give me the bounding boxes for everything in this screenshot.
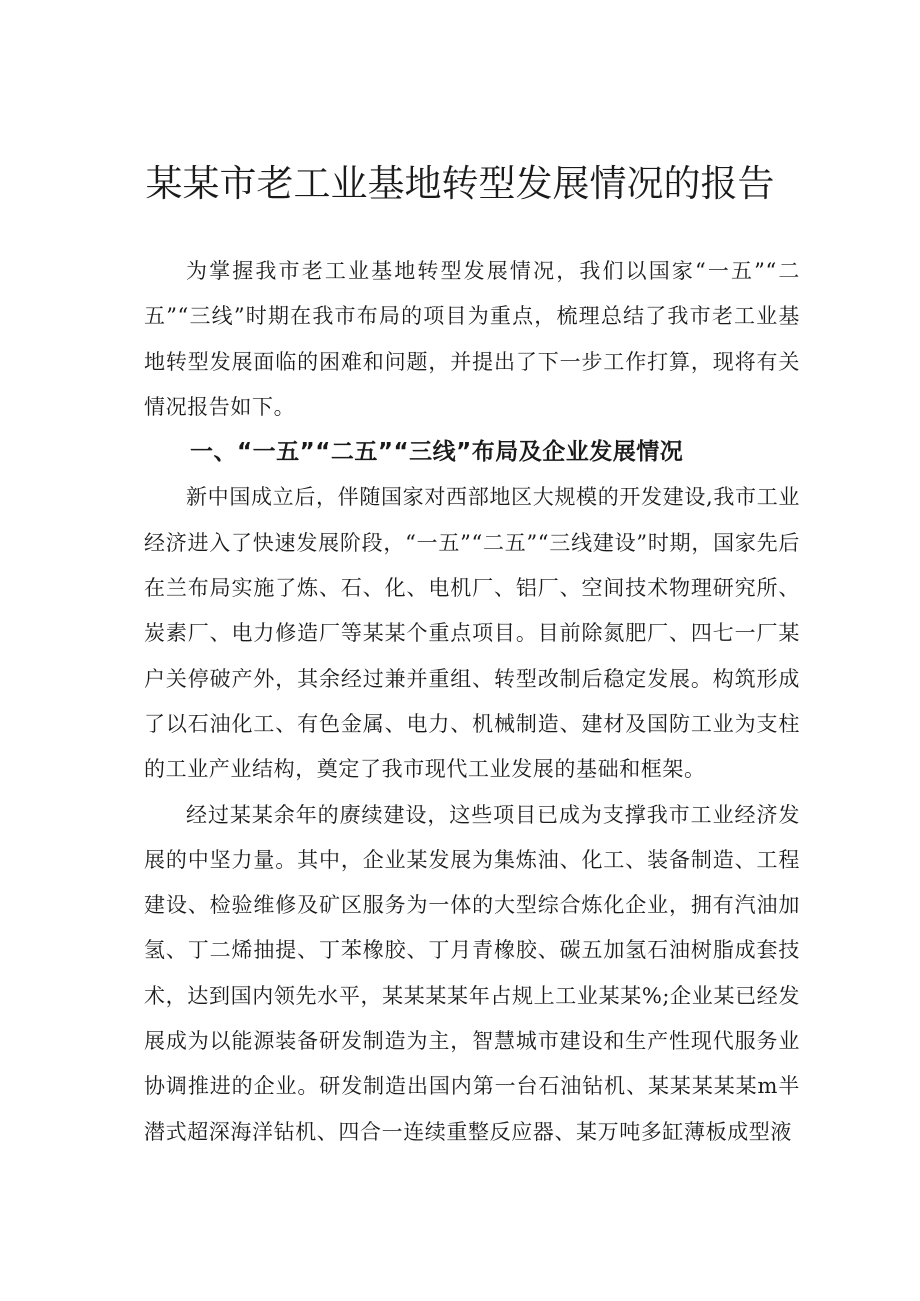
document-title: 某某市老工业基地转型发展情况的报告 xyxy=(145,162,775,205)
intro-paragraph: 为掌握我市老工业基地转型发展情况，我们以国家“一五”“二五”“三线”时期在我市布局的项目为重点，梳理总结了我市老工业基地转型发展面临的困难和问题，并提出了下一步工作打算，现将有关情况报告如下。 xyxy=(144,259,800,419)
section-heading: 一、“一五”“二五”“三线”布局及企业发展情况 xyxy=(190,439,684,466)
section-paragraph-2: 经过某某余年的赓续建设，这些项目已成为支撑我市工业经济发展的中坚力量。其中，企业某发展为集炼油、化工、装备制造、工程建设、检验维修及矿区服务为一体的大型综合炼化企业，拥有汽油加氢、丁二烯抽提、丁苯橡胶、丁月青橡胶、碳五加氢石油树脂成套技术，达到国内领先水平，某某某某年占规上工业某某%;企业某已经发展成为以能源装备研发制造为主，智慧城市建设和生产性现代服务业协调推进的企业。研发制造出国内第一台石油钻机、某某某某某m半潜式超深海洋钻机、四合一连续重整反应器、某万吨多缸薄板成型液 xyxy=(144,802,800,1144)
document-body xyxy=(144,249,800,1155)
section-paragraph-1: 新中国成立后，伴随国家对西部地区大规模的开发建设,我市工业经济进入了快速发展阶段，“一五”“二五”“三线建设”时期，国家先后在兰布局实施了炼、石、化、电机厂、铝厂、空间技术物理研究所、炭素厂、电力修造厂等某某个重点项目。目前除氮肥厂、四七一厂某户关停破产外，其余经过兼并重组、转型改制后稳定发展。构筑形成了以石油化工、有色金属、电力、机械制造、建材及国防工业为支柱的工业产业结构，奠定了我市现代工业发展的基础和框架。 xyxy=(144,485,800,782)
